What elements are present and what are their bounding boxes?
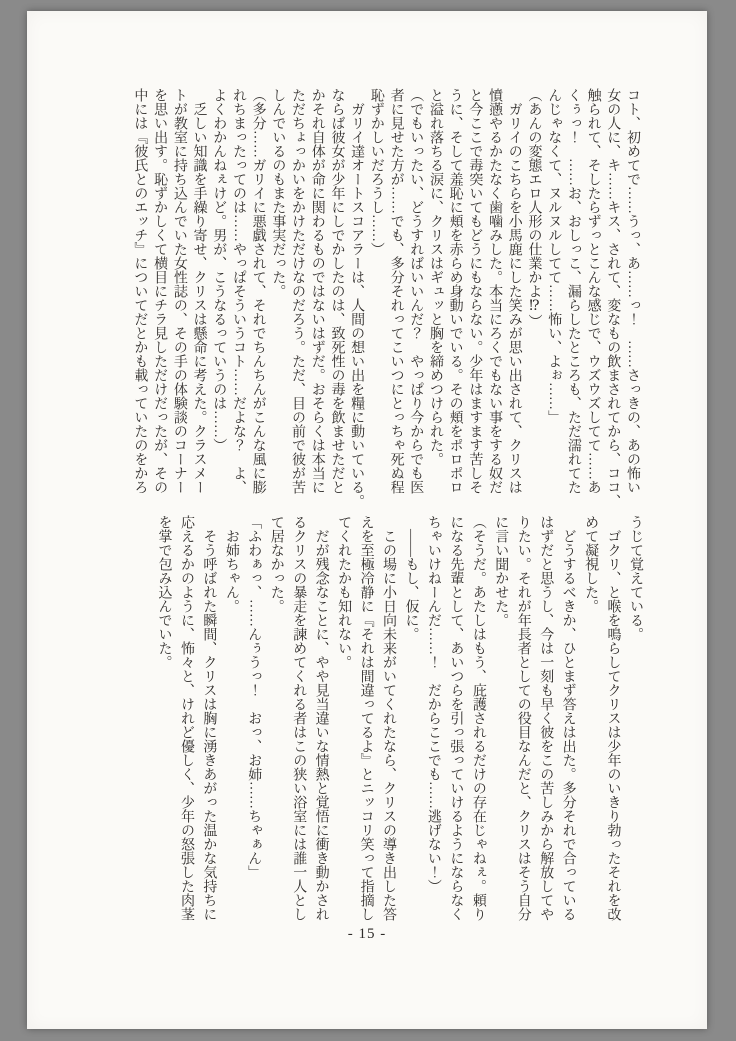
text-column: 触られて、そしたらずっとこんな感じで、ウズウズしてて……あ [585, 88, 601, 494]
text-column: 恥ずかしいだろうし……） [368, 88, 384, 256]
text-column: だが残念なことに、やや見当違いな情熱と覚悟に衝き動かされ [313, 515, 329, 921]
text-column: ガリイ達オートスコアラーは、人間の想い出を糧に動いている。 [349, 88, 365, 508]
text-column: 女の人に、キ……キス、されて、変なもの飲まされてから、ココ、 [605, 88, 621, 508]
text-column: （でもいったい、どうすればいいんだ？ やっぱり今からでも医 [408, 88, 424, 494]
text-column: ならば彼女が少年にしでかしたのは、致死性の毒を飲ませただと [329, 88, 345, 494]
text-column: （そうだ。あたしはもう、庇護されるだけの存在じゃねぇ。頼り [470, 515, 486, 921]
text-column: ちゃいけねーんだ……！ だからここでも……逃げない！） [425, 515, 441, 893]
page-number: - 15 - [347, 926, 387, 942]
text-column: てくれたかも知れない。 [336, 515, 352, 669]
text-column: れちまったってのは……やっぱそういうコト……だよな？ よ、 [230, 88, 246, 494]
text-column: そう呼ばれた瞬間、クリスは胸に湧きあがった温かな気持ちに [201, 515, 217, 921]
text-column: 乏しい知識を手繰り寄せ、クリスは懸命に考えた。クラスメー [191, 88, 207, 494]
text-column: に言い聞かせた。 [493, 515, 509, 627]
text-column: りたい。それが年長者としての役目なんだと、クリスはそう自分 [515, 515, 531, 921]
text-column: うに、そして羞恥に頬を赤らめ身動いでいる。その頬をポロポロ [447, 88, 463, 494]
text-column: めて凝視した。 [583, 515, 599, 613]
text-column: になる先輩として、あいつらを引っ張っていけるようにならなく [448, 515, 464, 921]
text-column: ただちょっかいをかけただけなのだろう。ただ、目の前で彼が苦 [290, 88, 306, 494]
text-column: て居なかった。 [268, 515, 284, 613]
text-column: コト、初めてで……うっ、あ……っ！ ……さっきの、あの怖い [625, 88, 640, 494]
text-block-bottom [151, 515, 646, 943]
text-column: 「ふわぁっ、……んぅうっ！ おっ、お姉……ちゃぁん」 [246, 515, 262, 879]
text-column: はずだと思うし、今は一刻も早く彼をこの苦しみから解放してや [538, 515, 554, 921]
text-column: 憤懣やるかたなく歯噛みした。本当にろくでもない事をする奴だ [487, 88, 503, 494]
text-column: よくわかんねぇけど。男が、こうなるっていうのは……） [211, 88, 227, 452]
text-column: 応えるかのように、怖々と、けれど優しく、少年の怒張した肉茎 [178, 515, 194, 921]
text-column: この場に小日向未来がいてくれたなら、クリスの導き出した答 [381, 515, 397, 921]
text-column: （多分……ガリイに悪戯されて、それでちんちんがこんな風に膨 [250, 88, 266, 494]
text-block-top [129, 88, 642, 516]
text-column: かそれ自体が命に関わるものではないはずだ。おそらくは本当に [309, 88, 325, 494]
text-column: ガリイのこちらを小馬鹿にした笑みが思い出されて、クリスは [506, 88, 522, 494]
text-column: えを至極冷静に『それは間違ってるよ』とニッコリ笑って指摘し [358, 515, 374, 921]
text-column: と溢れ落ちる涙に、クリスはギュッと胸を締めつけられた。 [427, 88, 443, 466]
text-column: を思い出す。恥ずかしくて横目にチラ見しただけだったが、その [152, 88, 168, 494]
text-column: トが教室に持ち込んでいた女性誌の、その手の体験談のコーナー [171, 88, 187, 494]
text-column: と今ここで毒突いてもどうにもならない。少年はますます苦しそ [467, 88, 483, 494]
book-page [27, 11, 707, 1029]
text-column: 者に見せた方が……でも、多分それってこいつにとっちゃ死ぬ程 [388, 88, 404, 494]
text-column: んじゃなくて、ヌルヌルしてて……怖い、よぉ……」 [546, 88, 562, 424]
text-column: ――もし、仮に。 [403, 515, 419, 641]
text-column: を掌で包み込んでいた。 [156, 515, 172, 669]
text-column: しんでいるのもまた事実だった。 [270, 88, 286, 298]
text-column: るクリスの暴走を諫めてくれる者はこの狭い浴室には誰一人とし [291, 515, 307, 921]
text-column: うじて覚えている。 [628, 515, 643, 641]
text-column: くぅっ！ ……お、おしっこ、漏らしたところも、ただ濡れてた [565, 88, 581, 494]
text-column: （あんの変態エロ人形の仕業かよ⁉） [526, 88, 542, 328]
text-column: お姉ちゃん。 [223, 515, 239, 613]
text-column: どうするべきか、ひとまず答えは出た。多分それで合っている [560, 515, 576, 921]
text-column: 中には『彼氏とのエッチ』についてだとかも載っていたのをかろ [132, 88, 148, 494]
text-column: ゴクリ、と喉を鳴らしてクリスは少年のいきり勃ったそれを改 [605, 515, 621, 921]
